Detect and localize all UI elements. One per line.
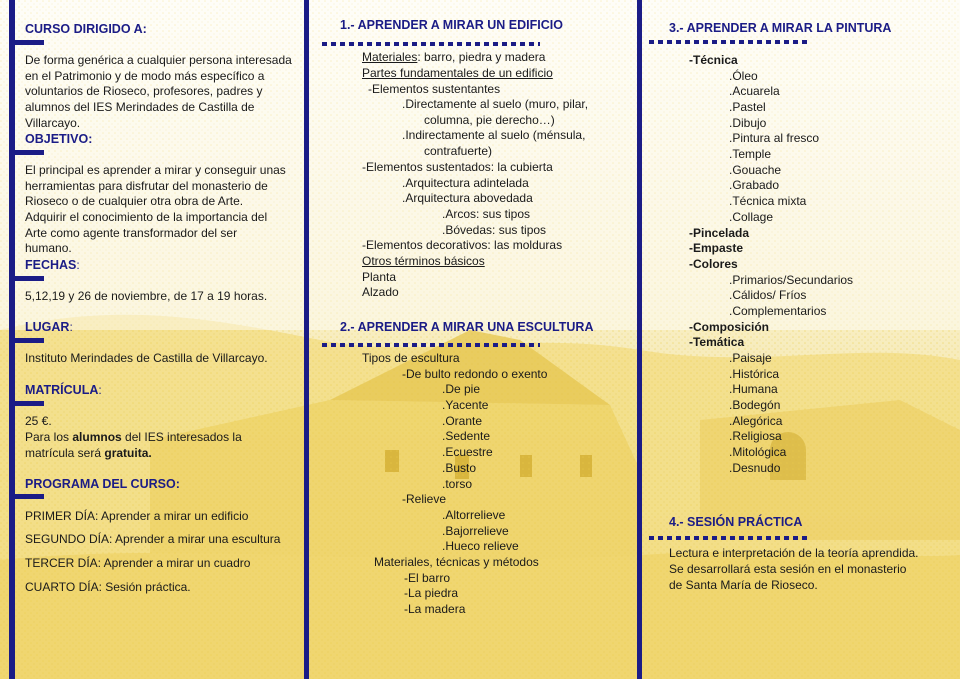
escultura-line: .De pie	[442, 382, 481, 396]
pintura-line: -Empaste	[689, 241, 744, 255]
edificio-heading-dots	[322, 42, 540, 46]
escultura-line: .Busto	[442, 461, 477, 475]
pintura-line: .Gouache	[729, 163, 782, 177]
pintura-line: -Pincelada	[689, 226, 750, 240]
pintura-line: .Collage	[729, 210, 774, 224]
pintura-line: .Humana	[729, 382, 778, 396]
fechas-colon: :	[76, 258, 80, 272]
pintura-line: .Cálidos/ Fríos	[729, 288, 807, 302]
edificio-line: -Elementos sustentados: la cubierta	[362, 160, 553, 174]
lugar-heading-row	[25, 320, 73, 336]
practica-heading-dots	[649, 536, 811, 540]
pintura-line: -Composición	[689, 320, 769, 334]
matricula-text-a: Para los	[25, 430, 73, 444]
practica-heading: 4.- SESIÓN PRÁCTICA	[669, 515, 803, 529]
practica-line: Lectura e interpretación de la teoría aprendida.	[669, 546, 919, 560]
pintura-line: .Religiosa	[729, 429, 782, 443]
objetivo-text-2: Adquirir el conocimiento de la importancia del Arte como agente transformador del ser humano.	[25, 210, 268, 256]
edificio-heading: 1.- APRENDER A MIRAR UN EDIFICIO	[340, 18, 563, 32]
pintura-heading: 3.- APRENDER A MIRAR LA PINTURA	[669, 21, 892, 35]
matricula-gratuita: gratuita.	[104, 445, 152, 460]
escultura-line: .Orante	[442, 414, 483, 428]
pintura-line: .Pastel	[729, 100, 766, 114]
lugar-heading-bar	[14, 338, 44, 343]
programa-item: TERCER DÍA: Aprender a mirar un cuadro	[25, 556, 251, 570]
matricula-price: 25 €.	[25, 414, 52, 428]
objetivo-heading: OBJETIVO:	[25, 132, 93, 146]
edificio-line: columna, pie derecho…)	[424, 113, 555, 127]
fechas-text: 5,12,19 y 26 de noviembre, de 17 a 19 horas.	[25, 289, 268, 303]
programa-item: PRIMER DÍA: Aprender a mirar un edificio	[25, 509, 249, 523]
edificio-line: -Elementos decorativos: las molduras	[362, 238, 563, 252]
matricula-heading-bar	[14, 401, 44, 406]
escultura-line: Materiales, técnicas y métodos	[374, 555, 539, 569]
pintura-line: .Bodegón	[729, 398, 781, 412]
pintura-line: .Primarios/Secundarios	[729, 273, 854, 287]
escultura-line: .Bajorrelieve	[442, 524, 509, 538]
fechas-heading-bar	[14, 276, 44, 281]
pintura-line: .Dibujo	[729, 116, 767, 130]
dirigido-heading-bar	[14, 40, 44, 45]
pintura-line: .Técnica mixta	[729, 194, 807, 208]
edificio-line: -Elementos sustentantes	[368, 82, 501, 96]
edificio-line: Otros términos básicos	[362, 254, 485, 268]
matricula-heading-row	[25, 383, 102, 399]
objetivo-text-1: El principal es aprender a mirar y conseguir unas herramientas para disfrutar del monasterio de Rioseco o de cualquier otra obra de Arte.	[25, 163, 286, 209]
pintura-line: .Histórica	[729, 367, 780, 381]
pintura-line: .Desnudo	[729, 461, 781, 475]
lugar-text: Instituto Merindades de Castilla de Villarcayo.	[25, 351, 268, 365]
matricula-heading: MATRÍCULA	[25, 383, 99, 397]
programa-heading: PROGRAMA DEL CURSO:	[25, 477, 180, 491]
edificio-line: .Bóvedas: sus tipos	[442, 223, 547, 237]
pintura-line: -Temática	[689, 335, 745, 349]
edificio-line: Materiales: barro, piedra y madera	[362, 50, 546, 64]
escultura-line: -La piedra	[404, 586, 459, 600]
edificio-line: .Directamente al suelo (muro, pilar,	[402, 97, 589, 111]
escultura-line: .Altorrelieve	[442, 508, 506, 522]
escultura-line: .Ecuestre	[442, 445, 493, 459]
edificio-line: .Indirectamente al suelo (ménsula,	[402, 128, 586, 142]
pintura-line: .Óleo	[729, 69, 758, 83]
escultura-line: -La madera	[404, 602, 466, 616]
pintura-line: -Colores	[689, 257, 738, 271]
escultura-line: .Sedente	[442, 429, 491, 443]
escultura-line: .torso	[442, 477, 473, 491]
lugar-colon: :	[69, 320, 73, 334]
pintura-line: .Mitológica	[729, 445, 787, 459]
edificio-line: .Arquitectura adintelada	[402, 176, 529, 190]
fechas-heading: FECHAS	[25, 258, 77, 272]
center-left-vertical-rule	[304, 0, 309, 679]
escultura-line: .Hueco relieve	[442, 539, 519, 553]
pintura-line: .Alegórica	[729, 414, 783, 428]
matricula-alumnos: alumnos	[72, 430, 122, 444]
programa-item: CUARTO DÍA: Sesión práctica.	[25, 580, 191, 594]
practica-line: Se desarrollará esta sesión en el monasterio	[669, 562, 907, 576]
pintura-line: -Técnica	[689, 53, 738, 67]
objetivo-heading-bar	[14, 150, 44, 155]
escultura-line: Tipos de escultura	[362, 351, 460, 365]
fechas-heading-row	[25, 258, 80, 274]
programa-heading-bar	[14, 494, 44, 499]
pintura-line: .Paisaje	[729, 351, 772, 365]
center-right-vertical-rule	[637, 0, 642, 679]
escultura-line: -De bulto redondo o exento	[402, 367, 548, 381]
matricula-colon: :	[98, 383, 102, 397]
pintura-line: .Acuarela	[729, 84, 780, 98]
escultura-heading-dots	[322, 343, 540, 347]
edificio-line: contrafuerte)	[424, 144, 493, 158]
matricula-text-c: del IES interesados la matrícula será	[25, 430, 242, 460]
edificio-line: .Arquitectura abovedada	[402, 191, 533, 205]
dirigido-text: De forma genérica a cualquier persona interesada en el Patrimonio y de modo más específico a voluntarios de Rioseco, profesores, padres y alumnos del IES Merindades de Castilla de Villarcayo.	[25, 53, 292, 130]
edificio-line: Partes fundamentales de un edificio	[362, 66, 553, 80]
escultura-line: .Yacente	[442, 398, 489, 412]
edificio-line: Alzado	[362, 285, 399, 299]
pintura-line: .Complementarios	[729, 304, 827, 318]
edificio-line: .Arcos: sus tipos	[442, 207, 531, 221]
escultura-line: -Relieve	[402, 492, 447, 506]
edificio-line: Planta	[362, 270, 397, 284]
matricula-text	[25, 430, 290, 461]
practica-line: de Santa María de Rioseco.	[669, 578, 818, 592]
programa-item: SEGUNDO DÍA: Aprender a mirar una escultura	[25, 532, 281, 546]
pintura-line: .Temple	[729, 147, 772, 161]
pintura-line: .Pintura al fresco	[729, 131, 820, 145]
dirigido-heading: CURSO DIRIGIDO A:	[25, 22, 147, 36]
escultura-line: -El barro	[404, 571, 451, 585]
escultura-heading: 2.- APRENDER A MIRAR UNA ESCULTURA	[340, 320, 594, 334]
pintura-heading-dots	[649, 40, 807, 44]
pintura-line: .Grabado	[729, 178, 780, 192]
lugar-heading: LUGAR	[25, 320, 70, 334]
